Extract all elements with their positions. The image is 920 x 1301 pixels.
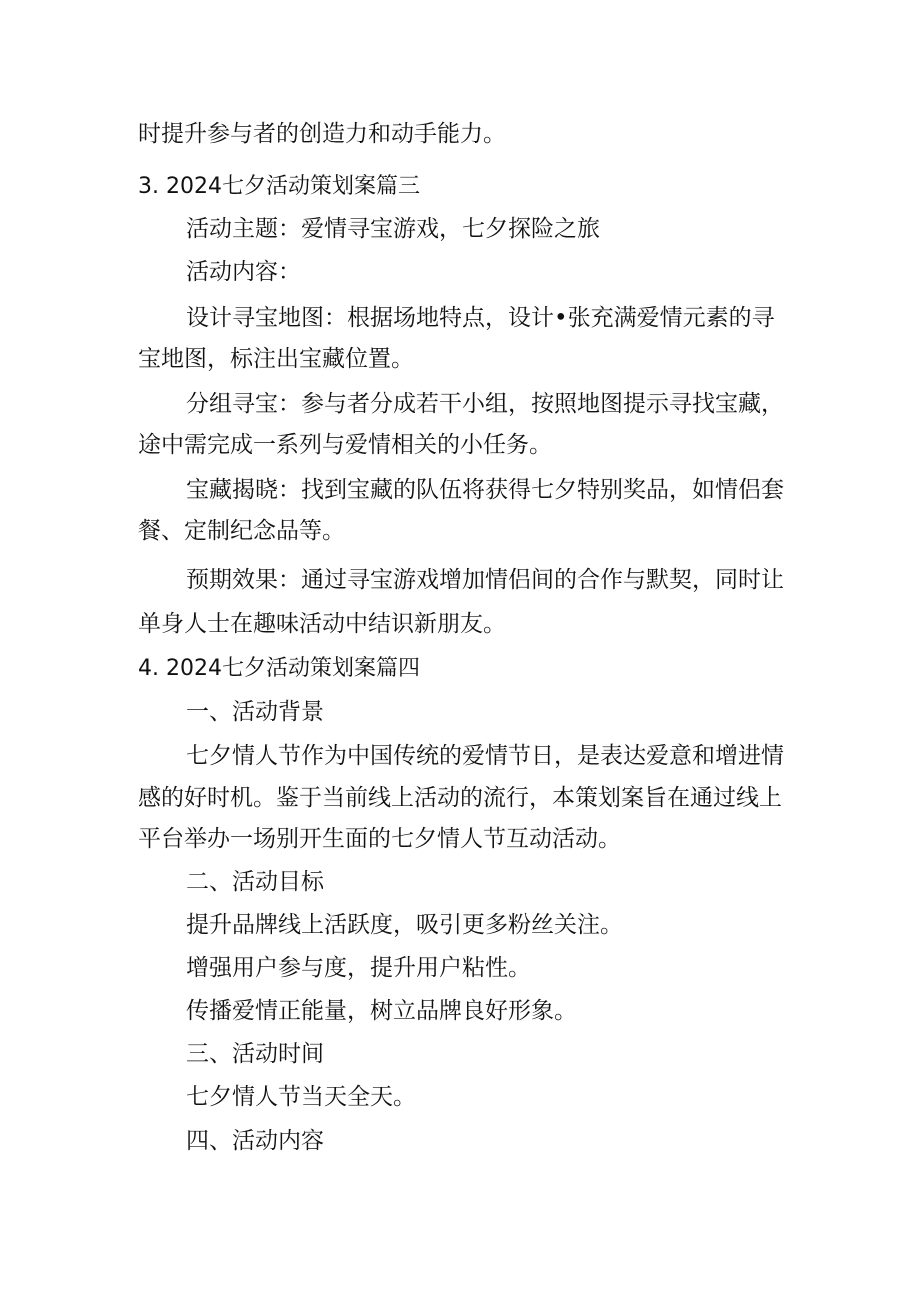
paragraph-line: 宝藏揭晓：找到宝藏的队伍将获得七夕特别奖品，如情侣套: [186, 477, 784, 503]
paragraph-line: 单身人士在趣味活动中结识新朋友。: [138, 611, 506, 637]
paragraph-line: 感的好时机。鉴于当前线上活动的流行，本策划案旨在通过线上: [138, 785, 782, 811]
section-heading-4: 4. 2024七夕活动策划案篇四: [138, 656, 420, 681]
goal-item: 传播爱情正能量，树立品牌良好形象。: [186, 998, 577, 1024]
paragraph-line: 七夕情人节作为中国传统的爱情节日，是表达爱意和增进情: [186, 743, 784, 769]
activity-theme: 活动主题：爱情寻宝游戏，七夕探险之旅: [186, 216, 600, 242]
subheading-goals: 二、活动目标: [186, 869, 324, 895]
subheading-content: 四、活动内容: [186, 1128, 324, 1154]
paragraph-line: 预期效果：通过寻宝游戏增加情侣间的合作与默契，同时让: [186, 567, 784, 593]
paragraph-line: 分组寻宝：参与者分成若干小组，按照地图提示寻找宝藏，: [186, 391, 784, 417]
paragraph-line: 平台举办一场别开生面的七夕情人节互动活动。: [138, 826, 621, 852]
paragraph-line: 宝地图，标注出宝藏位置。: [138, 346, 414, 372]
activity-content-label: 活动内容：: [186, 259, 301, 285]
paragraph-line: 途中需完成一系列与爱情相关的小任务。: [138, 432, 552, 458]
section-heading-3: 3. 2024七夕活动策划案篇三: [138, 174, 420, 199]
paragraph-line: 时提升参与者的创造力和动手能力。: [138, 121, 506, 147]
subheading-time: 三、活动时间: [186, 1041, 324, 1067]
goal-item: 提升品牌线上活跃度，吸引更多粉丝关注。: [186, 912, 623, 938]
time-text: 七夕情人节当天全天。: [186, 1084, 416, 1110]
paragraph-line: 设计寻宝地图：根据场地特点，设计•张充满爱情元素的寻: [186, 305, 775, 331]
subheading-background: 一、活动背景: [186, 699, 324, 725]
goal-item: 增强用户参与度，提升用户粘性。: [186, 955, 531, 981]
paragraph-line: 餐、定制纪念品等。: [138, 518, 345, 544]
